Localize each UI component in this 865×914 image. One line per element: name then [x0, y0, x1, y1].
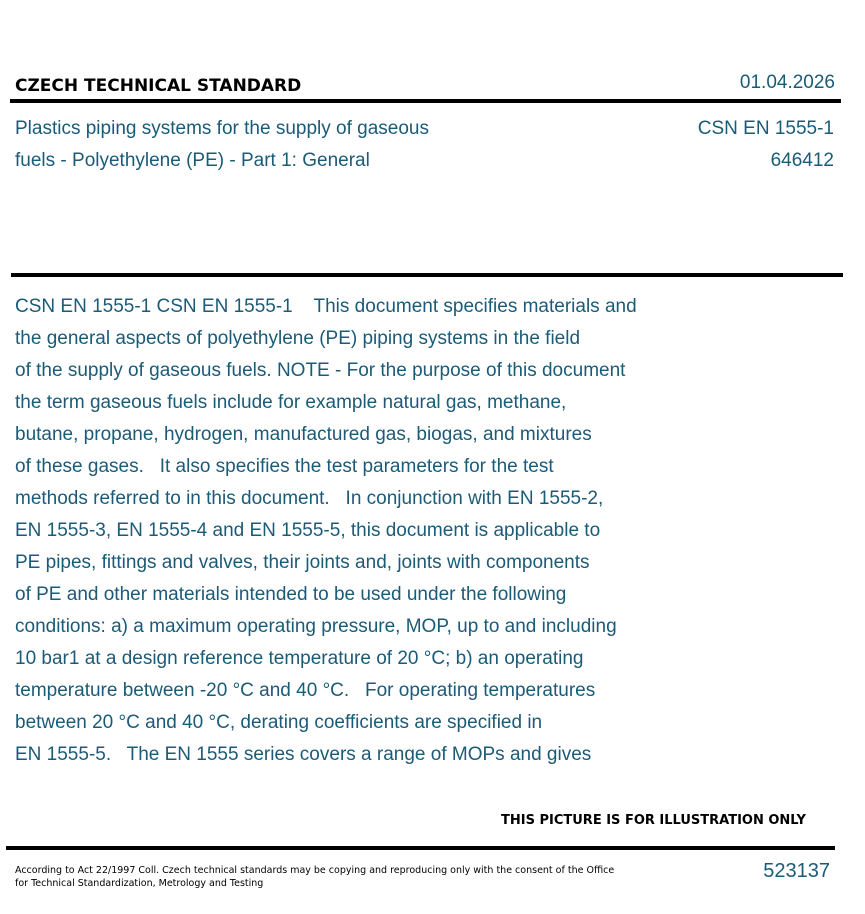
abstract-line: conditions: a) a maximum operating pressure, MOP, up to and including	[15, 616, 617, 637]
illustration-note: THIS PICTURE IS FOR ILLUSTRATION ONLY	[501, 813, 806, 828]
abstract-line: CSN EN 1555-1 CSN EN 1555-1 This document specifies materials and	[15, 296, 637, 317]
abstract-line: 10 bar1 at a design reference temperature of 20 °C; b) an operating	[15, 648, 584, 669]
legal-notice-line-2: for Technical Standardization, Metrology and Testing	[15, 878, 264, 889]
abstract-line: methods referred to in this document. In conjunction with EN 1555-2,	[15, 488, 604, 509]
footer-number: 523137	[763, 860, 830, 882]
header-date: 01.04.2026	[739, 72, 835, 93]
catalog-number: 646412	[770, 150, 834, 171]
abstract-line: of these gases. It also specifies the test parameters for the test	[15, 456, 554, 477]
abstract-line: temperature between -20 °C and 40 °C. For operating temperatures	[15, 680, 596, 701]
abstract-line: the general aspects of polyethylene (PE) piping systems in the field	[15, 328, 581, 349]
footer-divider	[6, 846, 835, 850]
abstract-line: between 20 °C and 40 °C, derating coefficients are specified in	[15, 712, 543, 733]
abstract-line: EN 1555-3, EN 1555-4 and EN 1555-5, this document is applicable to	[15, 520, 601, 541]
abstract-line: of PE and other materials intended to be used under the following	[15, 584, 567, 605]
standard-code: CSN EN 1555-1	[697, 118, 834, 139]
abstract-line: EN 1555-5. The EN 1555 series covers a range of MOPs and gives	[15, 744, 592, 765]
header-title: CZECH TECHNICAL STANDARD	[15, 76, 302, 96]
title-divider	[11, 273, 843, 277]
document-title-line-1: Plastics piping systems for the supply of gaseous	[15, 118, 429, 139]
abstract-line: of the supply of gaseous fuels. NOTE - For the purpose of this document	[15, 360, 626, 381]
legal-notice-line-1: According to Act 22/1997 Coll. Czech technical standards may be copying and reproducing only with the consent of the Office	[15, 865, 615, 876]
abstract-line: the term gaseous fuels include for example natural gas, methane,	[15, 392, 567, 413]
abstract-line: butane, propane, hydrogen, manufactured gas, biogas, and mixtures	[15, 424, 592, 445]
header-divider	[10, 99, 841, 103]
legal-notice	[15, 864, 614, 890]
document-abstract	[15, 291, 755, 771]
abstract-line: PE pipes, fittings and valves, their joints and, joints with components	[15, 552, 590, 573]
document-title-line-2: fuels - Polyethylene (PE) - Part 1: General	[15, 150, 370, 171]
